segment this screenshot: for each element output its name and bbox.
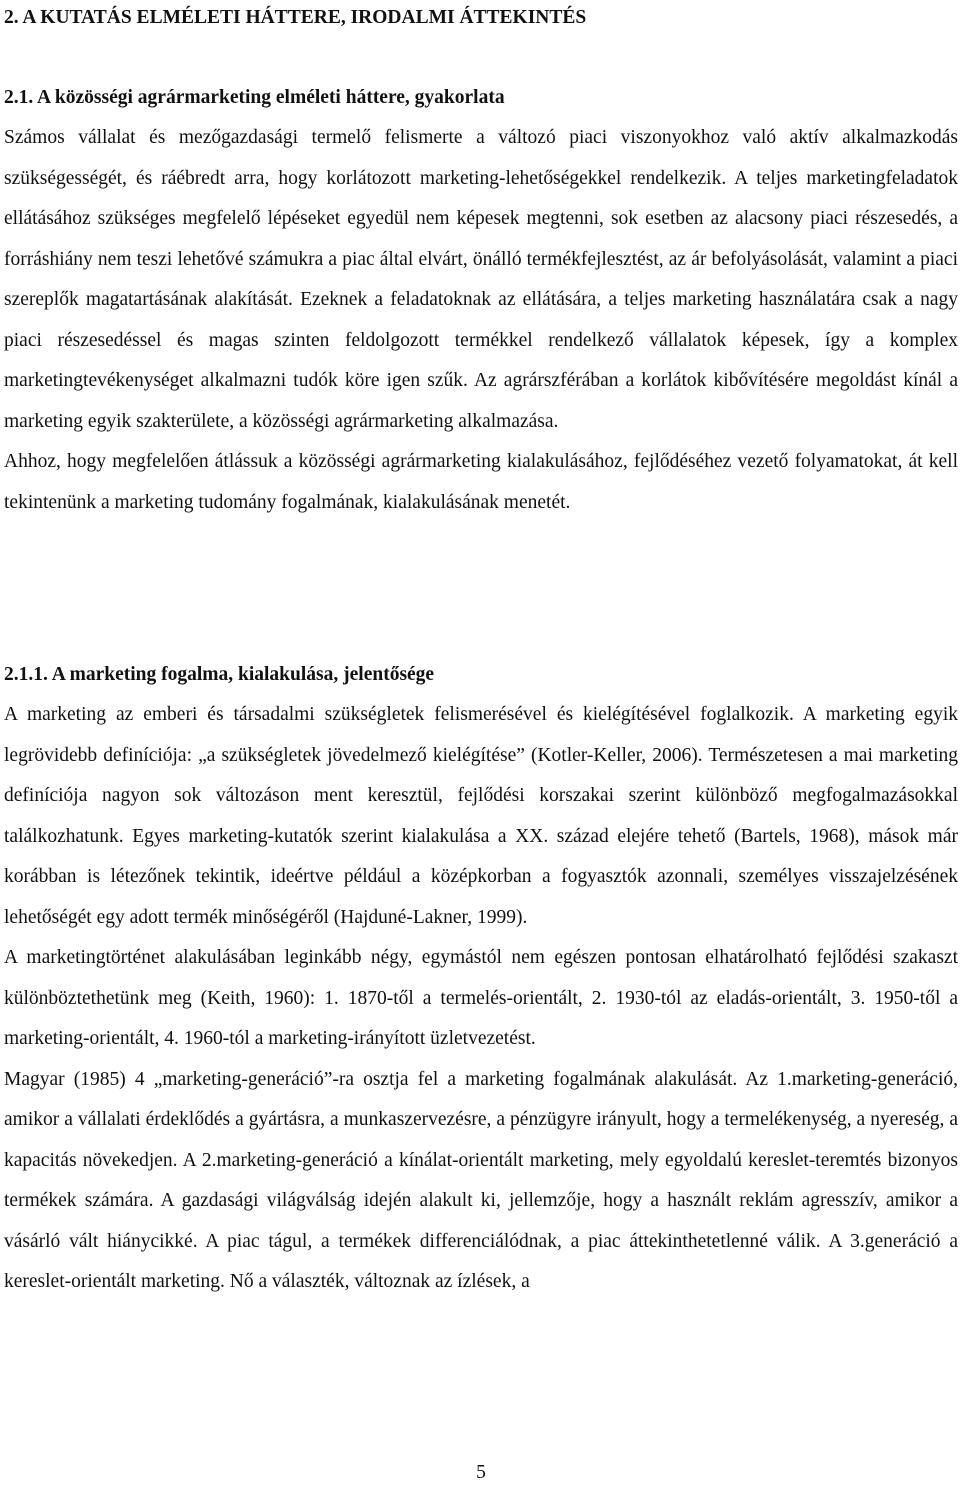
section-2-1 <box>4 78 958 523</box>
subsection-heading <box>4 655 958 695</box>
paragraph: A marketingtörténet alakulásában leginkább négy, egymástól nem egészen pontosan elhatárolható fejlődési szakaszt különböztethetünk meg (Keith, 1960): 1. 1870-től a termelés-orientált, 2. 1930-tól az eladás-orientált, 3. 1950-től a marketing-orientált, 4. 1960-tól a marketing-irányított üzletvezetést. <box>4 947 958 1049</box>
subsection-number: 2.1.1. <box>4 664 48 685</box>
paragraph: Számos vállalat és mezőgazdasági termelő felismerte a változó piaci viszonyokhoz való aktív alkalmazkodás szükségességét, és ráébredt arra, hogy korlátozott marketing-lehetőségekkel rendelkezik. A teljes marketingfeladatok ellátásához szükséges megfelelő lépéseket egyedül nem képesek megtenni, sok esetben az alacsony piaci részesedés, a forráshiány nem teszi lehetővé számukra a piac által elvárt, önálló termékfejlesztést, az ár befolyásolását, valamint a piaci szereplők magatartásának alakítását. Ezeknek a feladatoknak az ellátására, a teljes marketing használatára csak a nagy piaci részesedéssel és magas szinten feldolgozott termékkel rendelkező vállalatok képesek, így a komplex marketingtevékenységet alkalmazni tudók köre igen szűk. Az agrárszférában a korlátok kibővítésére megoldást kínál a marketing egyik szakterülete, a közösségi agrármarketing alkalmazása. <box>4 127 958 432</box>
paragraph: Magyar (1985) 4 „marketing-generáció”-ra osztja fel a marketing fogalmának alakulását. Az 1.marketing-generáció, amikor a vállalati érdeklődés a gyártásra, a munkaszervezésre, a pénzügyre irányult, hogy a termelékenység, a nyereség, a kapacitás növekedjen. A 2.marketing-generáció a kínálat-orientált marketing, mely egyoldalú kereslet-teremtés bizonyos termékek számára. A gazdasági világválság idején alakult ki, jellemzője, hogy a használt reklám agresszív, amikor a vásárló vált hiánycikké. A piac tágul, a termékek differenciálódnak, a piac áttekinthetetlenné válik. A 3.generáció a kereslet-orientált marketing. Nő a választék, változnak az ízlések, a <box>4 1068 958 1292</box>
chapter-title: 2. A KUTATÁS ELMÉLETI HÁTTERE, IRODALMI ÁTTEKINTÉS <box>4 7 587 28</box>
subsection-title: A marketing fogalma, kialakulása, jelentősége <box>51 664 435 685</box>
paragraph: Ahhoz, hogy megfelelően átlássuk a közösségi agrármarketing kialakulásához, fejlődéséhez vezető folyamatokat, át kell tekintenünk a marketing tudomány fogalmának, kialakulásának menetét. <box>4 451 958 513</box>
paragraph: A marketing az emberi és társadalmi szükségletek felismerésével és kielégítésével foglalkozik. A marketing egyik legrövidebb definíciója: „a szükségletek jövedelmező kielégítése” (Kotler-Keller, 2006). Természetesen a mai marketing definíciója nagyon sok változáson ment keresztül, fejlődési korszakai szerint különböző megfogalmazásokkal találkozhatunk. Egyes marketing-kutatók szerint kialakulása a XX. század elejére tehető (Bartels, 1968), mások már korábban is létezőnek tekintik, ideértve például a középkorban a fogyasztók azonnali, személyes visszajelzésének lehetőségét egy adott termék minőségéről (Hajduné-Lakner, 1999). <box>4 704 958 928</box>
section-heading: 2.1. A közösségi agrármarketing elméleti háttere, gyakorlata <box>4 87 505 108</box>
page-number: 5 <box>476 1462 486 1483</box>
document-page <box>4 0 958 1486</box>
section-2-1-1 <box>4 655 958 1303</box>
